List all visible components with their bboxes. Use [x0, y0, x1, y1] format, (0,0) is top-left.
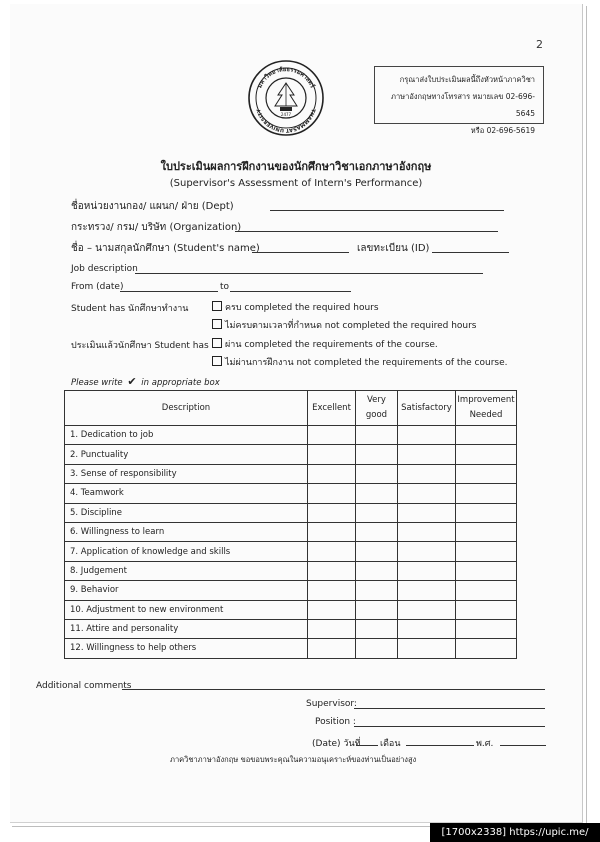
contact-line-1: กรุณาส่งใบประเมินผลนี้ถึงหัวหน้าภาควิชา [399, 75, 535, 84]
satisfactory-cell[interactable] [398, 464, 456, 483]
table-row [65, 619, 517, 638]
hours-not-completed-text: ไม่ครบตามเวลาที่กำหนด not completed the required hours [225, 321, 477, 331]
table-row [65, 600, 517, 619]
hours-completed-checkbox[interactable] [212, 301, 222, 311]
very-good-cell[interactable] [356, 619, 398, 638]
contact-line-3: หรือ 02-696-5619 [470, 126, 535, 135]
svg-text:2477: 2477 [280, 112, 292, 117]
improvement-cell[interactable] [456, 445, 517, 464]
row-description: 11. Attire and personality [65, 619, 308, 638]
excellent-cell[interactable] [308, 639, 356, 658]
header-satisfactory: Satisfactory [398, 391, 456, 426]
table-row [65, 542, 517, 561]
note-text-after: in appropriate box [141, 378, 220, 388]
supervisor-field[interactable] [354, 708, 545, 709]
supervisor-label: Supervisor: [306, 699, 357, 709]
student-id-label: เลขทะเบียน (ID) [357, 243, 430, 254]
checkmark-icon: ✔ [127, 375, 137, 388]
very-good-cell[interactable] [356, 484, 398, 503]
very-good-cell[interactable] [356, 464, 398, 483]
very-good-cell[interactable] [356, 600, 398, 619]
footer-thanks: ภาควิชาภาษาอังกฤษ ขอขอบพระคุณในความอนุเคราะห์ของท่านเป็นอย่างสูง [170, 755, 417, 764]
table-body [65, 426, 517, 659]
assessment-table [64, 390, 517, 659]
table-row [65, 561, 517, 580]
to-date-label: to [220, 282, 230, 292]
from-date-field[interactable] [120, 291, 218, 292]
header-improvement [456, 391, 517, 426]
improvement-cell[interactable] [456, 542, 517, 561]
requirements-completed-option[interactable] [212, 337, 438, 351]
date-year-label: พ.ศ. [476, 739, 494, 749]
student-id-field[interactable] [432, 252, 509, 253]
instruction-note [71, 375, 220, 388]
improvement-cell[interactable] [456, 600, 517, 619]
improvement-cell[interactable] [456, 619, 517, 638]
date-month-label: เดือน [380, 739, 401, 749]
satisfactory-cell[interactable] [398, 561, 456, 580]
svg-text:THAMMASAT UNIVERSITY: THAMMASAT UNIVERSITY [255, 107, 317, 134]
table-row [65, 426, 517, 445]
excellent-cell[interactable] [308, 522, 356, 541]
row-description: 4. Teamwork [65, 484, 308, 503]
date-day-label: (Date) วันที่ [312, 739, 361, 749]
excellent-cell[interactable] [308, 619, 356, 638]
hours-not-completed-option[interactable] [212, 318, 477, 332]
university-seal-logo [247, 59, 325, 137]
requirements-completed-checkbox[interactable] [212, 338, 222, 348]
form-title-thai: ใบประเมินผลการฝึกงานของนักศึกษาวิชาเอกภาษาอังกฤษ [160, 160, 432, 173]
satisfactory-cell[interactable] [398, 542, 456, 561]
excellent-cell[interactable] [308, 542, 356, 561]
header-excellent: Excellent [308, 391, 356, 426]
table-row [65, 445, 517, 464]
satisfactory-cell[interactable] [398, 619, 456, 638]
very-good-cell[interactable] [356, 581, 398, 600]
table-row [65, 503, 517, 522]
requirements-not-completed-text: ไม่ผ่านการฝึกงาน not completed the requirements of the course. [225, 358, 508, 368]
header-improvement-line2: Needed [469, 410, 503, 420]
very-good-cell[interactable] [356, 426, 398, 445]
student-name-label: ชื่อ – นามสกุลนักศึกษา (Student's name) [71, 243, 260, 254]
very-good-cell[interactable] [356, 561, 398, 580]
table-header-row [65, 391, 517, 426]
student-has-label: Student has นักศึกษาทำงาน [71, 304, 189, 314]
svg-text:มหาวิทยาลัยธรรมศาสตร์: มหาวิทยาลัยธรรมศาสตร์ [256, 65, 316, 90]
row-description: 3. Sense of responsibility [65, 464, 308, 483]
very-good-cell[interactable] [356, 522, 398, 541]
row-description: 10. Adjustment to new environment [65, 600, 308, 619]
page-number: 2 [536, 38, 543, 51]
header-very-good-line1: Very [367, 395, 386, 405]
excellent-cell[interactable] [308, 600, 356, 619]
note-text-before: Please write [71, 378, 123, 388]
very-good-cell[interactable] [356, 445, 398, 464]
very-good-cell[interactable] [356, 639, 398, 658]
requirements-completed-text: ผ่าน completed the requirements of the course. [225, 340, 438, 350]
row-description: 2. Punctuality [65, 445, 308, 464]
improvement-cell[interactable] [456, 426, 517, 445]
additional-comments-field[interactable] [122, 689, 545, 690]
table-row [65, 639, 517, 658]
hours-not-completed-checkbox[interactable] [212, 319, 222, 329]
evaluation-label: ประเมินแล้วนักศึกษา Student has [71, 341, 209, 351]
image-size-stamp: [1700x2338] https://upic.me/ [430, 823, 600, 842]
hours-completed-option[interactable] [212, 300, 379, 314]
header-improvement-line1: Improvement [457, 395, 515, 405]
contact-box [374, 66, 544, 135]
header-very-good-line2: good [365, 410, 388, 420]
excellent-cell[interactable] [308, 581, 356, 600]
header-description: Description [65, 391, 308, 426]
date-year-field[interactable] [500, 745, 546, 746]
job-description-field[interactable] [135, 273, 483, 274]
satisfactory-cell[interactable] [398, 445, 456, 464]
header-very-good [356, 391, 398, 426]
row-description: 5. Discipline [65, 503, 308, 522]
position-label: Position : [315, 717, 356, 727]
row-description: 9. Behavior [65, 581, 308, 600]
satisfactory-cell[interactable] [398, 503, 456, 522]
very-good-cell[interactable] [356, 542, 398, 561]
excellent-cell[interactable] [308, 426, 356, 445]
improvement-cell[interactable] [456, 522, 517, 541]
very-good-cell[interactable] [356, 503, 398, 522]
hours-completed-text: ครบ completed the required hours [225, 303, 379, 313]
improvement-cell[interactable] [456, 581, 517, 600]
row-description: 7. Application of knowledge and skills [65, 542, 308, 561]
satisfactory-cell[interactable] [398, 600, 456, 619]
job-description-label: Job description [71, 264, 138, 274]
satisfactory-cell[interactable] [398, 522, 456, 541]
additional-comments-label: Additional comments [36, 681, 132, 691]
dept-field[interactable] [270, 210, 504, 211]
form-title-english: (Supervisor's Assessment of Intern's Performance) [169, 178, 423, 189]
satisfactory-cell[interactable] [398, 581, 456, 600]
requirements-not-completed-checkbox[interactable] [212, 356, 222, 366]
improvement-cell[interactable] [456, 503, 517, 522]
student-name-field[interactable] [252, 252, 349, 253]
satisfactory-cell[interactable] [398, 426, 456, 445]
row-description: 12. Willingness to help others [65, 639, 308, 658]
excellent-cell[interactable] [308, 561, 356, 580]
excellent-cell[interactable] [308, 503, 356, 522]
improvement-cell[interactable] [456, 561, 517, 580]
improvement-cell[interactable] [456, 639, 517, 658]
improvement-cell[interactable] [456, 464, 517, 483]
date-month-field[interactable] [406, 745, 474, 746]
table-row [65, 581, 517, 600]
excellent-cell[interactable] [308, 445, 356, 464]
table-row [65, 522, 517, 541]
table-row [65, 464, 517, 483]
position-field[interactable] [354, 726, 545, 727]
organization-label: กระทรวง/ กรม/ บริษัท (Organization) [71, 222, 242, 233]
table-row [65, 484, 517, 503]
requirements-not-completed-option[interactable] [212, 355, 508, 369]
row-description: 8. Judgement [65, 561, 308, 580]
organization-field[interactable] [235, 231, 498, 232]
excellent-cell[interactable] [308, 484, 356, 503]
row-description: 6. Willingness to learn [65, 522, 308, 541]
satisfactory-cell[interactable] [398, 639, 456, 658]
to-date-field[interactable] [230, 291, 351, 292]
contact-line-2: ภาษาอังกฤษทางโทรสาร หมายเลข 02-696-5645 [391, 92, 535, 118]
improvement-cell[interactable] [456, 484, 517, 503]
date-day-field[interactable] [356, 745, 378, 746]
satisfactory-cell[interactable] [398, 484, 456, 503]
from-date-label: From (date) [71, 282, 124, 292]
dept-label: ชื่อหน่วยงานกอง/ แผนก/ ฝ่าย (Dept) [71, 201, 234, 212]
row-description: 1. Dedication to job [65, 426, 308, 445]
excellent-cell[interactable] [308, 464, 356, 483]
